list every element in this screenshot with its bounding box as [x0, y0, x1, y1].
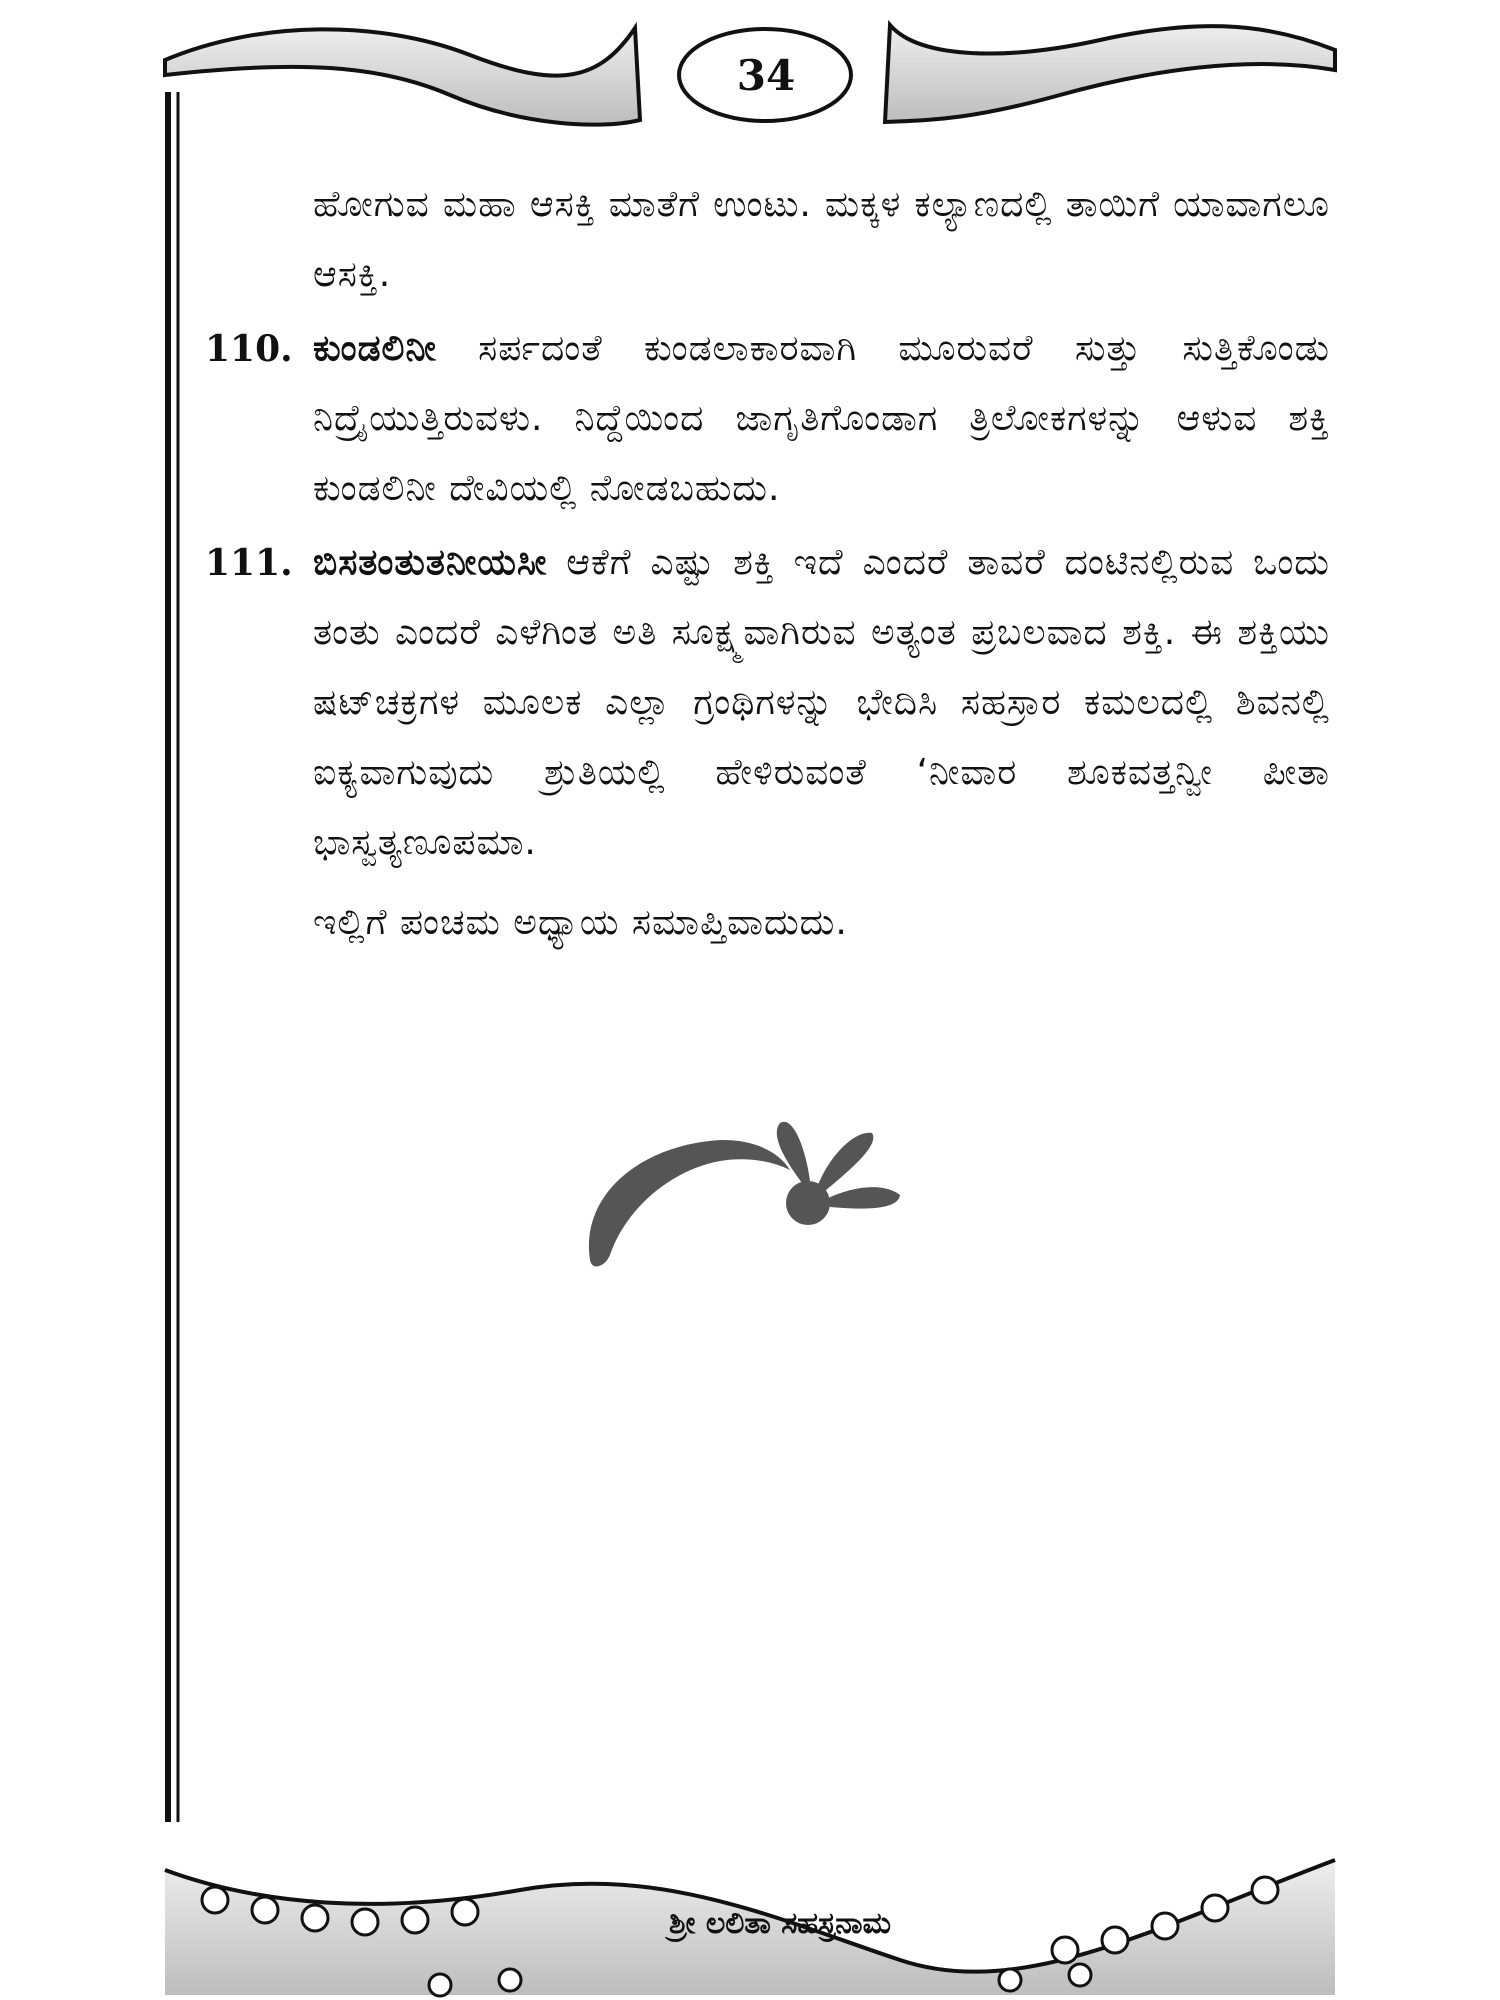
- entry-111: [205, 528, 1330, 878]
- page-number: 34: [736, 50, 796, 100]
- entry-term: ಬಿಸತಂತುತನೀಯಸೀ: [313, 542, 548, 583]
- entry-number: 111.: [205, 542, 293, 584]
- entry-paragraph: [313, 314, 1330, 524]
- entry-paragraph: [313, 528, 1330, 878]
- chapter-end-note: ಇಲ್ಲಿಗೆ ಪಂಚಮ ಅಧ್ಯಾಯ ಸಮಾಪ್ತಿವಾದುದು.: [313, 902, 848, 943]
- continuation-paragraph: ಹೋಗುವ ಮಹಾ ಆಸಕ್ತಿ ಮಾತೆಗೆ ಉಂಟು. ಮಕ್ಕಳ ಕಲ್ಯಾಣದಲ್ಲಿ ತಾಯಿಗೆ ಯಾವಾಗಲೂ ಆಸಕ್ತಿ.: [313, 184, 1330, 295]
- entry-number: 110.: [205, 328, 293, 370]
- footer-book-title: ಶ್ರೀ ಲಲಿತಾ ಸಹಸ್ರನಾಮ: [668, 1906, 892, 1941]
- entry-term: ಕುಂಡಲಿನೀ: [313, 328, 437, 369]
- ornament-icon: [580, 1115, 920, 1275]
- entry-110: [205, 314, 1330, 524]
- entry-text: ಸರ್ಪದಂತೆ ಕುಂಡಲಾಕಾರವಾಗಿ ಮೂರುವರೆ ಸುತ್ತು ಸುತ್ತಿಕೊಂಡು ನಿದ್ರೈಯುತ್ತಿರುವಳು. ನಿದ್ದೆಯಿಂದ ಜಾಗೃತಿಗೊಂಡಾಗ ತ್ರಿಲೋಕಗಳನ್ನು ಆಳುವ ಶಕ್ತಿ ಕುಂಡಲಿನೀ ದೇವಿಯಲ್ಲಿ ನೋಡಬಹುದು.: [313, 328, 1330, 509]
- top-left-banner: [165, 28, 640, 125]
- top-right-banner: [885, 25, 1335, 122]
- entry-text: ಆಕೆಗೆ ಎಷ್ಟು ಶಕ್ತಿ ಇದೆ ಎಂದರೆ ತಾವರೆ ದಂಟಿನಲ್ಲಿರುವ ಒಂದು ತಂತು ಎಂದರೆ ಎಳೆಗಿಂತ ಅತಿ ಸೂಕ್ಷ್ಮವಾಗಿರುವ ಅತ್ಯಂತ ಪ್ರಬಲವಾದ ಶಕ್ತಿ. ಈ ಶಕ್ತಿಯು ಷಟ್‌ಚಕ್ರಗಳ ಮೂಲಕ ಎಲ್ಲಾ ಗ್ರಂಥಿಗಳನ್ನು ಭೇದಿಸಿ ಸಹಸ್ರಾರ ಕಮಲದಲ್ಲಿ ಶಿವನಲ್ಲಿ ಐಕ್ಯವಾಗುವುದು ಶ್ರುತಿಯಲ್ಲಿ ಹೇಳಿರುವಂತೆ ‘ನೀವಾರ ಶೂಕವತ್ತನ್ವೀ ಪೀತಾ ಭಾಸ್ವತ್ಯಣೂಪಮಾ.: [313, 542, 1330, 863]
- page-body: [205, 170, 1330, 958]
